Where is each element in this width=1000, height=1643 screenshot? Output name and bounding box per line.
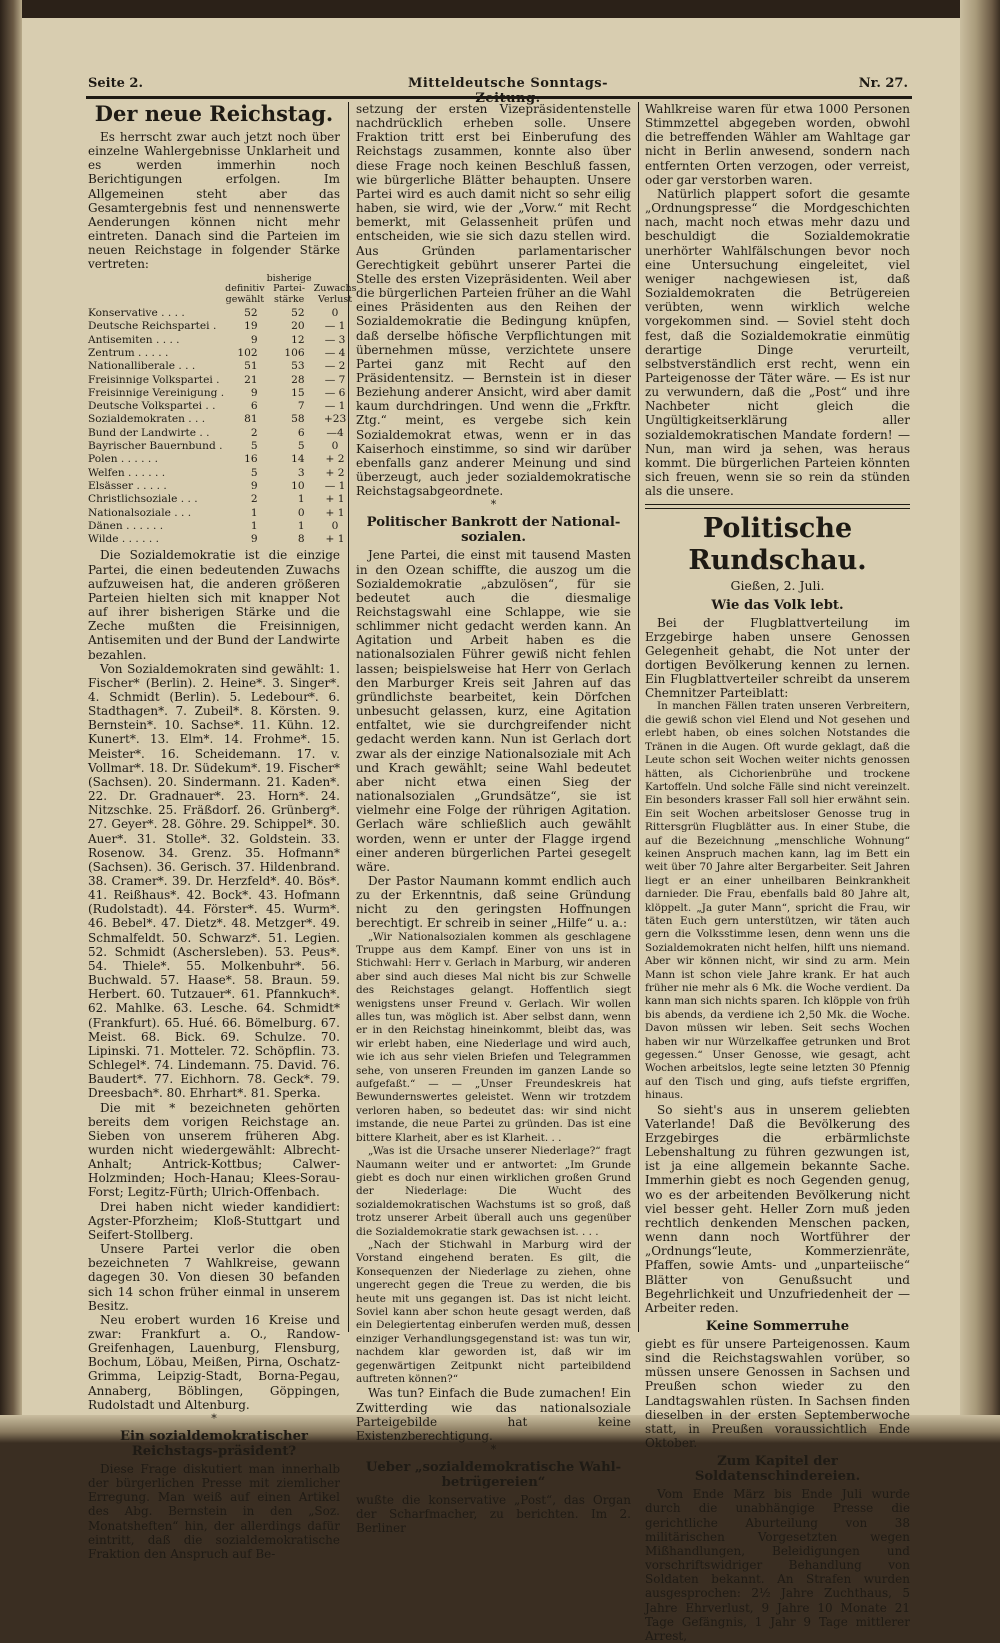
article-paragraph: So sieht's aus in unserem geliebten Vaterlande! Daß die Bevölkerung des Erzgebirges die erbärmlichste Lebenshaltung zu führen gezwungen ist, ist ja eine allgemein bekannte Sache. Immerhin giebt es noch Gegenden genug, wo es der arbeitenden Bevölkerung nicht viel besser geht. Heller Zorn muß jeden rechtlich denkenden Menschen packen, wenn dann noch Wortführer der „Ordnungs“leute, Kommerzienräte, Pfaffen, sowie Amts- und „unparteiische“ Blätter von Genußsucht und Begehrlichkeit und Unzufriedenheit der — Arbeiter reden. [645,1102,910,1315]
quote-paragraph: In manchen Fällen traten unseren Verbreitern, die gewiß schon viel Elend und Not gesehen und erlebt haben, ob eines solchen Notstandes die Tränen in die Augen. Oft wurde geklagt, daß die Leute schon seit Wochen weiter nichts genossen hätten, als Cichorienbrühe und trockene Kartoffeln. Und solche Fälle sind nicht vereinzelt. Ein besonders krasser Fall soll hier erwähnt sein. Ein seit Wochen arbeitsloser Genosse trug in Rittersgrün Flugblätter aus. In einer Stube, die auf die Bezeichnung „menschliche Wohnung“ keinen Anspruch machen kann, lag im Bett ein weit über 70 Jahre alter Bergarbeiter. Seit Jahren liegt er an einer unheilbaren Beinkrankheit darnieder. Die Frau, ebenfalls bald 80 Jahre alt, klöppelt. „Ja guter Mann“, spricht die Frau, wir täten Euch gern unterstützen, wir täten auch gern die Volksstimme lesen, denn wenn uns die Sozialdemokraten nicht helfen, hilft uns niemand. Aber wir können nicht, wir sind zu arm. Mein Mann ist schon viele Jahre krank. Er hat auch früher nie mehr als 6 Mk. die Woche verdient. Da kann man sich nichts sparen. Ich klöpple von früh bis abends, da verdiene ich 2,50 Mk. die Woche. Davon müssen wir leben. Seit sechs Wochen haben wir nur Würzelkaffee getrunken und Brot gegessen.“ Unser Genosse, wie gesagt, acht Wochen arbeitslos, legte seine letzten 30 Pfennig auf den Tisch und ging, aufs tiefste ergriffen, hinaus. [645,700,910,1102]
quote-paragraph: „Was ist die Ursache unserer Niederlage?“ fragt Naumann weiter und er antwortet: „Im Grunde giebt es doch nur einen wirklichen großen Grund der Niederlage: Die Wucht des sozialdemokratischen Wachstums ist so groß, daß trotz unserer Arbeit überall auch uns gegenüber die Sozialdemokratie stark gewachsen ist. . . . [356,1145,631,1238]
col-header-final: definitiv gewählt [225,283,265,305]
article-heading-soldatenschindereien: Zum Kapitel der Soldatenschindereien. [694,1454,861,1485]
final-seats-cell: 102 [237,346,258,359]
final-seats-cell: 19 [244,320,258,333]
party-name-cell: Bayrischer Bauernbund . [88,440,223,453]
final-seats-cell: 5 [250,466,258,479]
section-separator: * [490,1443,497,1457]
party-rows [88,307,357,546]
table-row [88,387,357,400]
final-seats-cell: 51 [244,360,258,373]
previous-seats-cell: 20 [291,320,305,333]
col-header-change [313,274,358,308]
seat-change-cell: — 7 [324,373,346,386]
previous-seats-cell: 53 [291,360,305,373]
previous-seats-cell: 7 [297,400,305,413]
article-paragraph: wußte die konservative „Post“, das Organ der Scharfmacher, zu berichten. Im 2. Berliner [356,1493,631,1536]
final-seats-cell: 16 [244,453,258,466]
article-paragraph: Die Sozialdemokratie ist die einzige Partei, die einen bedeutenden Zuwachs aufzuweisen hat, die anderen größeren Parteien hielten sich mit knapper Not auf ihrer bisherigen Stärke und die Zeche mußten die Freisinnigen, Antisemiten und der Bund der Landwirte bezahlen. [88,548,340,662]
previous-seats-cell: 5 [297,440,305,453]
party-name-cell: Dänen . . . . . . [88,519,164,532]
final-seats-cell: 5 [250,440,258,453]
party-name-cell: Freisinnige Volkspartei . [88,373,220,386]
party-name-cell: Nationalliberale . . . [88,360,196,373]
issue-number: Nr. 27. [858,76,908,91]
previous-seats-cell: 12 [291,333,305,346]
header-rule [86,96,912,99]
previous-seats-cell: 0 [297,506,305,519]
previous-seats-cell: 14 [291,453,305,466]
column-divider [638,102,639,1332]
final-seats-cell: 2 [250,493,258,506]
table-row [88,440,357,453]
table-row [88,400,357,413]
final-seats-cell: 9 [250,333,258,346]
seat-change-cell: — 1 [324,400,346,413]
seat-change-cell: + 1 [325,506,345,519]
scan-edge-left [0,0,22,1443]
quote-paragraph: „Wir Nationalsozialen kommen als geschlagene Truppe aus dem Kampf. Einer von uns ist in Stichwahl: Herr v. Gerlach in Marburg, wir anderen aber sind auch dieses Mal nicht bis zur Schwelle des Reichstages gelangt. Hoffentlich siegt wenigstens unser Freund v. Gerlach. Wir wollen alles tun, was möglich ist. Aber selbst dann, wenn er in den Reichstag hineinkommt, bleibt das, was wir erlebt haben, eine Niederlage und wird auch, wie ich aus sehr vielen Briefen und Telegrammen sehe, von unseren Freunden im ganzen Lande so aufgefaßt.“ — — „Unser Freundeskreis hat Bewundernswertes geleistet. Wenn wir trotzdem verloren haben, so bedeutet das: wir sind nicht imstande, die neue Partei zu gründen. Das ist eine bittere Klarheit, aber es ist Klarheit. . . [356,930,631,1144]
party-name-cell: Deutsche Reichspartei . [88,320,217,333]
scan-edge-top [0,0,1000,18]
seat-change-cell: — 6 [324,386,346,399]
col-header-previous: bisherige Partei-stärke [266,272,312,305]
col-header-loss: Verlust [318,293,353,305]
page-number: Seite 2. [88,76,143,91]
previous-seats-cell: 52 [291,307,305,320]
final-seats-cell: 9 [250,533,258,546]
article-paragraph: Von Sozialdemokraten sind gewählt: 1. Fischer* (Berlin). 2. Heine*. 3. Singer*. 4. Schmidt (Berlin). 5. Ledebour*. 6. Stadthagen*. 7. Zubeil*. 8. Körsten. 9. Bernstein*. 10. Sachse*. 11. Kühn. 12. Kunert*. 13. Elm*. 14. Frohme*. 15. Meister*. 16. Scheidemann. 17. v. Vollmar*. 18. Dr. Südekum*. 19. Fischer* (Sachsen). 20. Sindermann. 21. Kaden*. 22. Dr. Gradnauer*. 23. Horn*. 24. Nitzschke. 25. Fräßdorf. 26. Grünberg*. 27. Geyer*. 28. Göhre. 29. Schippel*. 30. Auer*. 31. Stolle*. 32. Goldstein. 33. Rosenow. 34. Grenz. 35. Hofmann* (Sachsen). 36. Gerisch. 37. Hildenbrand. 38. Cramer*. 39. Dr. Herzfeld*. 40. Bös*. 41. Reißhaus*. 42. Bock*. 43. Hofmann (Rudolstadt). 44. Förster*. 45. Wurm*. 46. Bebel*. 47. Dietz*. 48. Metzger*. 49. Schmalfeldt. 50. Schwarz*. 51. Legien. 52. Schmidt (Aschersleben). 53. Peus*. 54. Thiele*. 55. Molkenbuhr*. 56. Buchwald. 57. Haase*. 58. Braun. 59. Herbert. 60. Tutzauer*. 61. Pfannkuch*. 62. Mahlke. 63. Lesche. 64. Schmidt* (Frankfurt). 65. Hué. 66. Bömelburg. 67. Meist. 68. Bick. 69. Schulze. 70. Lipinski. 71. Motteler. 72. Schöpflin. 73. Schlegel*. 74. Lindemann. 75. David. 76. Baudert*. 77. Eichhorn. 78. Geck*. 79. Dreesbach*. 80. Ehrhart*. 81. Sperka. [88,661,340,1101]
article-paragraph: Die mit * bezeichneten gehörten bereits dem vorigen Reichstage an. Sieben von unserem früheren Abg. wurden nicht wiedergewählt: Albrecht-Anhalt; Antrick-Kottbus; Calwer-Holzminden; Hoch-Hanau; Klees-Sorau-Forst; Legitz-Fürth; Ulrich-Offenbach. [88,1100,340,1200]
party-name-cell: Christlichsoziale . . . [88,493,198,506]
party-name-cell: Welfen . . . . . . [88,466,166,479]
table-row [88,374,357,387]
article-heading-praesident: Ein sozialdemokratischer Reichstags-präsident? [120,1428,308,1459]
party-name-cell: Antisemiten . . . . [88,333,180,346]
final-seats-cell: 9 [250,386,258,399]
table-row [88,413,357,426]
table-row [88,480,357,493]
article-paragraph: Neu erobert wurden 16 Kreise und zwar: Frankfurt a. O., Randow-Greifenhagen, Lauenburg, Flensburg, Bochum, Löbau, Meißen, Pirna, Oschatz-Grimma, Leipzig-Stadt, Borna-Pegau, Annaberg, Böblingen, Göppingen, Rudolstadt und Altenburg. [88,1312,340,1412]
seat-change-cell: 0 [331,307,339,320]
newspaper-title: Mitteldeutsche Sonntags- [407,76,609,91]
article-paragraph: Wahlkreise waren für etwa 1000 Personen Stimmzettel abgegeben worden, obwohl die betreffenden Wähler am Wahltage gar nicht in Berlin anwesend, sondern nach entfernten Orten verzogen, oder verreist, oder gar verstorben waren. [645,102,910,187]
section-separator: * [490,498,497,512]
previous-seats-cell: 6 [297,426,305,439]
party-name-cell: Nationalsoziale . . . [88,506,192,519]
previous-seats-cell: 58 [291,413,305,426]
article-paragraph: Bei der Flugblattverteilung im Erzgebirge haben unsere Genossen Gelegenheit gehabt, die Not unter der dortigen Bevölkerung kennen zu lernen. Ein Flugblattverteiler schreibt da unserem Chemnitzer Parteiblatt: [645,615,910,701]
table-row [88,320,357,333]
final-seats-cell: 21 [244,373,258,386]
table-row [88,453,357,466]
seat-change-cell: 0 [331,519,339,532]
article-paragraph: Vom Ende März bis Ende Juli wurde durch die unabhängige Presse die gerichtliche Aburteilung von 38 militärischen Vorgesetzten wegen Mißhandlungen, Beleidigungen und vorschriftswidriger Behandlung von Soldaten bekannt. An Strafen wurden ausgesprochen: 2½ Jahre Zuchthaus, 5 Jahre Ehrverlust, 9 Jahre 10 Monate 21 Tage Gefängnis, 1 Jahr 9 Tage mittlerer Arrest, [645,1487,910,1643]
table-row [88,307,357,320]
seat-change-cell: 0 [331,440,339,453]
previous-seats-cell: 10 [291,479,305,492]
seat-change-cell: —4 [326,426,344,439]
section-separator: * [211,1411,217,1425]
table-row [88,507,357,520]
article-paragraph: Natürlich plappert sofort die gesamte „Ordnungspresse“ die Mordgeschichten nach, macht noch etwas mehr dazu und beschuldigt die Sozialdemokratie unerhörter Wahlfälschungen bevor noch eine Untersuchung eingeleitet, viel weniger nachgewiesen ist, daß Sozialdemokraten die Betrügereien verübten, wenn wirklich welche vorgekommen sind. — Soviel steht doch fest, daß die Sozialdemokratie einmütig derartige Dinge verurteilt, selbstverständlich erst recht, wenn ein Parteigenosse der Täter wäre. — Es ist nur zu verwundern, daß die „Post“ und ihre Nachbeter nicht gleich die Ungültigkeitserklärung aller sozialdemokratischen Mandate fordern! — Nun, man wird ja sehen, was heraus kommt. Die bürgerlichen Parteien könnten sich freuen, wenn sie so rein da stünden als die unsere. [645,186,910,499]
column-1 [88,101,357,1561]
table-row [88,334,357,347]
article-heading-wahlbetruegereien: Ueber „sozialdemokratische Wahl-betrügereien“ [365,1460,622,1491]
article-heading-sommerruhe: Keine Sommerruhe [705,1319,850,1334]
seat-change-cell: — 1 [324,479,346,492]
column-2 [356,102,631,1536]
article-paragraph: Unsere Partei verlor die oben bezeichneten 7 Wahlkreise, gewann dagegen 30. Von diesen 30 befanden sich 14 schon früher einmal in unserem Besitz. [88,1242,340,1313]
seat-change-cell: — 3 [324,333,346,346]
previous-seats-cell: 15 [291,386,305,399]
table-header-row [88,274,357,308]
previous-seats-cell: 1 [297,519,305,532]
article-paragraph: Diese Frage diskutiert man innerhalb der bürgerlichen Presse mit ziemlicher Erregung. Man weiß auf einen Artikel des Abg. Bernstein in den „Soz. Monatsheften“ hin, der allerdings dafür eintritt, daß die sozialdemokratische Fraktion den Anspruch auf Be- [88,1461,340,1561]
article-heading-bankrott: Politischer Bankrott der National-sozialen. [366,515,621,546]
section-title-rundschau: Politische Rundschau. [688,513,867,577]
party-name-cell: Sozialdemokraten . . . [88,413,206,426]
previous-seats-cell: 28 [291,373,305,386]
final-seats-cell: 1 [250,519,258,532]
article-paragraph: Jene Partei, die einst mit tausend Masten in den Ozean schiffte, die auszog um die Sozialdemokratie „abzulösen“, für sie bedeutet auch die diesmalige Reichstagswahl eine Schlappe, wie sie schlimmer nicht gedacht werden kann. An Agitation und Arbeit haben es die nationalsozialen Führer gewiß nicht fehlen lassen; beispielsweise hat Herr von Gerlach den Marburger Kreis seit Jahren auf das gründlichste bearbeitet, kein Dörfchen unbesucht gelassen, kurz, eine Agitation entfaltet, wie sie durchgreifender nicht gedacht werden kann. Nun ist Gerlach dort zwar als der einzige Nationalsoziale mit Ach und Krach gewählt; seine Wahl bedeutet aber nicht etwa einen Sieg der nationalsozialen „Grundsätze“, sie ist vielmehr eine Folge der rührigen Agitation. Gerlach wäre schließlich auch gewählt worden, wenn er unter der Flagge irgend einer anderen bürgerlichen Partei gesegelt wäre. [356,548,631,874]
seat-change-cell: — 4 [324,346,346,359]
section-rule [645,504,910,509]
table-row [88,520,357,533]
article-paragraph: giebt es für unsere Parteigenossen. Kaum sind die Reichstagswahlen vorüber, so müssen unsere Genossen in Sachsen und Preußen schon wieder zu den Landtagswahlen rüsten. In Sachsen finden dieselben in der ersten Septemberwoche statt, in Preußen voraussichtlich Ende Oktober. [645,1337,910,1451]
article-paragraph: setzung der ersten Vizepräsidentenstelle nachdrücklich erheben solle. Unsere Fraktion tritt erst bei Einberufung des Reichstags zusammen, konnte also über diese Frage noch keinen Beschluß fassen, wie bürgerliche Blätter behaupten. Unsere Partei wird es auch damit nicht so sehr eilig haben, sie wird, wie der „Vorw.“ mit Recht bemerkt, mit Gelassenheit prüfen und entscheiden, wie sie sich dazu stellen wird. Aus Gründen parlamentarischer Gerechtigkeit gebührt unserer Partei die Stelle des ersten Vizepräsidenten. Weil aber die bürgerlichen Parteien früher an die Wahl eines Präsidenten aus den Reihen der Sozialdemokratie die Bedingung knüpfen, daß derselbe höfische Verpflichtungen mit übernehmen müsse, verzichtete unsere Partei ganz mit Recht auf den Präsidentensitz. — Bernstein ist in dieser Beziehung anderer Ansicht, wird aber damit kaum durchdringen. Und wenn die „Frkftr. Ztg.“ meint, es vergebe sich kein Sozialdemokrat etwas, wenn er in das Kaiserhoch einstimme, so sind wir darüber ebenfalls ganz anderer Meinung und sind überzeugt, auch jeder sozialdemokratische Reichstagsabgeordnete. [356,102,631,499]
seat-change-cell: +23 [323,413,347,426]
previous-seats-cell: 8 [297,533,305,546]
party-name-cell: Polen . . . . . . [88,453,158,466]
seat-change-cell: + 2 [325,453,345,466]
final-seats-cell: 52 [244,307,258,320]
table-row [88,533,357,546]
previous-seats-cell: 1 [297,493,305,506]
table-row [88,360,357,373]
party-name-cell: Freisinnige Vereinigung . [88,386,225,399]
article-paragraph: Was tun? Einfach die Bude zumachen! Ein Zwitterding wie das nationalsoziale Parteigebilde hat keine Existenzberechtigung. [356,1386,631,1443]
party-strength-table [88,274,357,547]
previous-seats-cell: 3 [297,466,305,479]
scan-edge-right [960,0,1000,1443]
seat-change-cell: — 1 [324,320,346,333]
article-paragraph: Es herrscht zwar auch jetzt noch über einzelne Wahlergebnisse Unklarheit und es werden immerhin noch Berichtigungen erfolgen. Im Allgemeinen steht aber das Gesamtergebnis fest und nennenswerte Aenderungen können nicht mehr eintreten. Danach sind die Parteien im neuen Reichstage in folgender Stärke vertreten: [88,130,340,272]
seat-change-cell: — 2 [324,360,346,373]
previous-seats-cell: 106 [284,346,305,359]
article-paragraph: Drei haben nicht wieder kandidiert: Agster-Pforzheim; Kloß-Stuttgart und Seifert-Stollberg. [88,1199,340,1242]
final-seats-cell: 1 [250,506,258,519]
final-seats-cell: 9 [250,479,258,492]
party-name-cell: Konservative . . . . [88,307,185,320]
col-header-party [88,274,224,308]
final-seats-cell: 6 [250,400,258,413]
table-row [88,493,357,506]
seat-change-cell: + 1 [325,533,345,546]
party-name-cell: Bund der Landwirte . . [88,426,210,439]
final-seats-cell: 2 [250,426,258,439]
party-name-cell: Deutsche Volkspartei . . [88,400,216,413]
article-paragraph: Der Pastor Naumann kommt endlich auch zu der Erkenntnis, daß seine Gründung nicht zu den geringsten Hoffnungen berechtigt. Er schreib in seiner „Hilfe“ u. a.: [356,873,631,931]
table-row [88,467,357,480]
dateline: Gießen, 2. Juli. [730,578,825,594]
quote-paragraph: „Nach der Stichwahl in Marburg wird der Vorstand eingehend beraten. Es gilt, die Konsequenzen der Niederlage zu ziehen, ohne ungerecht gegen die Treue zu werden, die bis heute mit uns gegangen ist. Das ist nicht leicht. Soviel kann aber schon heute gesagt werden, daß ein Delegiertentag einberufen werden muß, dessen einziger Verhandlungsgegenstand ist: was tun wir, nachdem klar geworden ist, daß wir im gegenwärtigen Zeitpunkt nicht parteibildend auftreten können?“ [356,1238,631,1385]
column-3 [645,102,910,1643]
page-header [88,74,908,96]
table-row [88,347,357,360]
seat-change-cell: + 1 [325,493,345,506]
col-header-gain: Zuwachs [313,283,357,295]
seat-change-cell: + 2 [325,466,345,479]
table-row [88,427,357,440]
article-title-reichstag: Der neue Reichstag. [94,101,334,126]
party-name-cell: Elsässer . . . . . [88,479,167,492]
final-seats-cell: 81 [244,413,258,426]
article-heading-volk: Wie das Volk lebt. [711,597,844,613]
party-name-cell: Zentrum . . . . . [88,346,169,359]
party-name-cell: Wilde . . . . . . [88,533,159,546]
